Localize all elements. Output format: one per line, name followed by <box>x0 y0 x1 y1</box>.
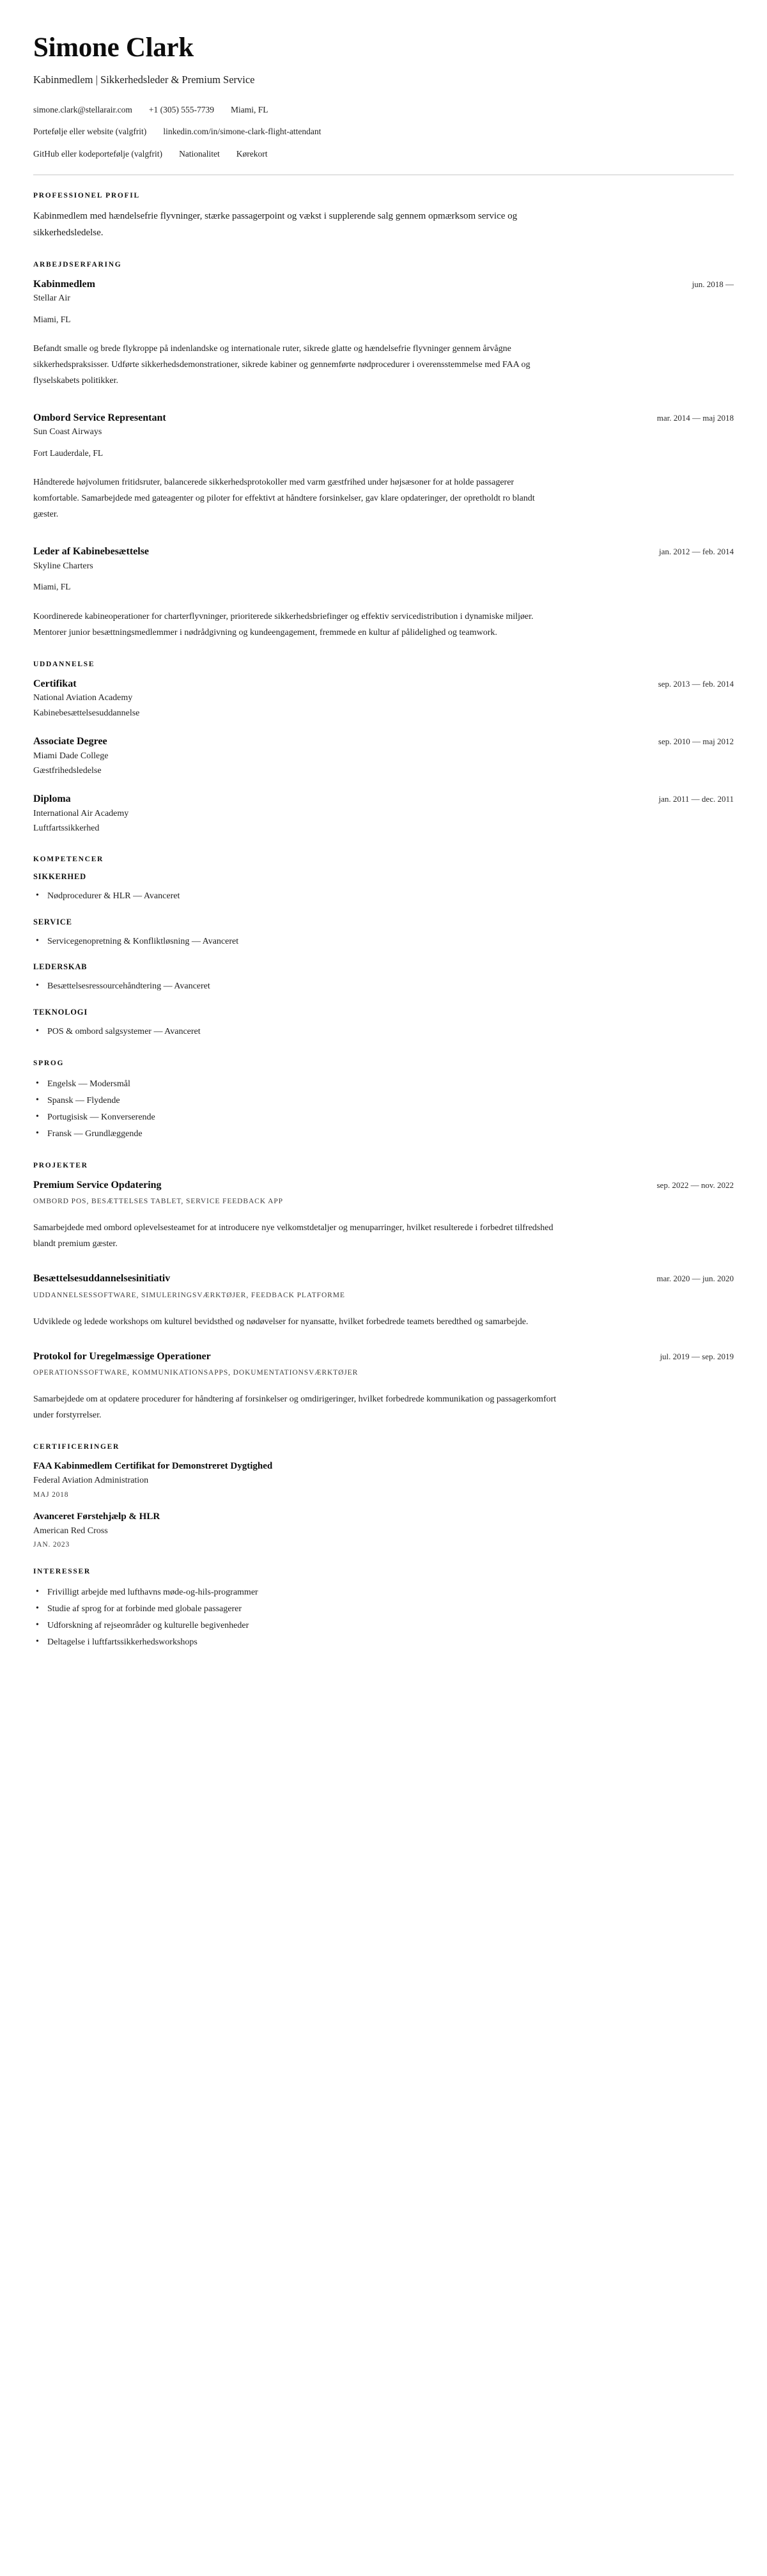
experience-date-range: jan. 2012 — feb. 2014 <box>659 547 734 557</box>
language-item: • Portugisisk — Konverserende <box>33 1109 734 1126</box>
education-date-range: sep. 2013 — feb. 2014 <box>658 678 734 689</box>
project-entry <box>33 1272 734 1331</box>
project-tech-list: UDDANNELSESSOFTWARE, SIMULERINGSVÆRKTØJER, FEEDBACK PLATFORME <box>33 1291 345 1299</box>
interest-item: • Deltagelse i luftfartssikkerhedsworkshops <box>33 1634 734 1651</box>
skill-item: • Besættelsesressourcehåndtering — Avanceret <box>33 978 734 995</box>
skill-list <box>33 888 734 905</box>
experience-date-range: mar. 2014 — maj 2018 <box>656 412 734 423</box>
experience-company: Skyline Charters <box>33 561 93 571</box>
education-entry <box>33 792 734 836</box>
skill-list <box>33 933 734 950</box>
section-title-interests: INTERESSER <box>33 1567 91 1575</box>
language-item: • Fransk — Grundlæggende <box>33 1126 734 1143</box>
section-skills <box>33 855 734 1041</box>
contact-email[interactable]: simone.clark@stellarair.com <box>33 105 132 115</box>
education-field: Luftfartssikkerhed <box>33 824 100 834</box>
education-degree: Certifikat <box>33 678 77 689</box>
language-item: • Spansk — Flydende <box>33 1093 734 1109</box>
education-degree: Associate Degree <box>33 735 107 747</box>
education-school: National Aviation Academy <box>33 693 133 703</box>
candidate-name: Simone Clark <box>33 33 194 63</box>
project-tech-list: OMBORD POS, BESÆTTELSES TABLET, SERVICE FEEDBACK APP <box>33 1198 283 1206</box>
certification-date: JAN. 2023 <box>33 1540 70 1549</box>
skill-item: • Nødprocedurer & HLR — Avanceret <box>33 888 734 905</box>
experience-company: Stellar Air <box>33 293 70 304</box>
experience-entry-head <box>33 277 734 292</box>
skill-list <box>33 1024 734 1040</box>
experience-job-title: Kabinmedlem <box>33 278 95 290</box>
education-field: Gæstfrihedsledelse <box>33 765 102 776</box>
project-date-range: jul. 2019 — sep. 2019 <box>660 1351 734 1361</box>
education-entry <box>33 735 734 778</box>
candidate-headline: Kabinmedlem | Sikkerhedsleder & Premium Service <box>33 74 255 86</box>
interest-list <box>33 1584 734 1651</box>
contact-drivers-license: Kørekort <box>236 148 268 159</box>
project-description: Samarbejdede om at opdatere procedurer for håndtering af forsinkelser og omdirigeringer, hvilket forbedrede kommunikation og passagerkomfort under forstyrrelser. <box>33 1394 557 1421</box>
section-title-skills: KOMPETENCER <box>33 855 104 863</box>
skill-group <box>33 917 734 950</box>
skill-group-title: TEKNOLOGI <box>33 1008 88 1017</box>
skill-group-title: SERVICE <box>33 917 72 926</box>
project-description: Udviklede og ledede workshops om kulturel bevidsthed og nødøvelser for nyansatte, hvilket forbedrede teamets beredthed og samarbejde. <box>33 1316 529 1327</box>
experience-entry <box>33 277 734 389</box>
education-entry-head <box>33 677 734 691</box>
contact-nationality: Nationalitet <box>179 148 220 159</box>
skill-group <box>33 962 734 995</box>
education-date-range: sep. 2010 — maj 2012 <box>658 736 734 746</box>
education-date-range: jan. 2011 — dec. 2011 <box>658 794 734 804</box>
education-degree: Diploma <box>33 793 71 805</box>
experience-description: Koordinerede kabineoperationer for charterflyvninger, prioriterede sikkerhedsbriefinger og effektiv servicedistribution i dynamiske miljøer. Mentorer junior besættningsmedlemmer i nødrådgivning og kundeengagement, fremmede en kultur af pålidelighed og teamwork. <box>33 611 534 637</box>
section-title-profile: PROFESSIONEL PROFIL <box>33 191 140 199</box>
project-entry-head <box>33 1178 734 1192</box>
contact-row-extra <box>33 148 734 160</box>
experience-entry-head <box>33 411 734 425</box>
project-entry <box>33 1350 734 1424</box>
project-name: Premium Service Opdatering <box>33 1179 162 1190</box>
experience-description: Befandt smalle og brede flykroppe på indenlandske og internationale ruter, sikrede glatte og hændelsefrie flyvninger gennem årvågne sikkerhedspraksisser. Udførte sikkerhedsdemonstrationer, sikrede kabiner og gennemførte nødprocedurer i overensstemmelse med FAA og flyselskabets politikker. <box>33 344 531 386</box>
experience-location: Miami, FL <box>33 582 71 592</box>
experience-company: Sun Coast Airways <box>33 427 102 437</box>
education-school: Miami Dade College <box>33 751 109 761</box>
project-description: Samarbejdede med ombord oplevelsesteamet for at introducere nye velkomstdetaljer og menuparringer, hvilket resulterede i forbedret tilfredshed blandt premium gæster. <box>33 1223 554 1249</box>
section-title-projects: PROJEKTER <box>33 1161 88 1169</box>
project-date-range: sep. 2022 — nov. 2022 <box>656 1180 734 1190</box>
contact-row-primary <box>33 104 734 116</box>
certification-issuer: American Red Cross <box>33 1526 108 1536</box>
section-title-experience: ARBEJDSERFARING <box>33 260 122 269</box>
project-name: Besættelsesuddannelsesinitiativ <box>33 1273 171 1284</box>
experience-entry <box>33 545 734 641</box>
section-profile <box>33 192 734 242</box>
experience-location: Miami, FL <box>33 314 71 324</box>
language-list <box>33 1076 734 1143</box>
project-entry <box>33 1178 734 1253</box>
contact-portfolio[interactable]: Portefølje eller website (valgfrit) <box>33 127 147 137</box>
section-interests <box>33 1568 734 1651</box>
experience-job-title: Ombord Service Representant <box>33 412 166 423</box>
section-title-certifications: CERTIFICERINGER <box>33 1443 120 1451</box>
section-title-education: UDDANNELSE <box>33 660 95 668</box>
section-projects <box>33 1162 734 1424</box>
education-field: Kabinebesættelsesuddannelse <box>33 708 140 718</box>
experience-description: Håndterede højvolumen fritidsruter, balancerede sikkerhedsprotokoller med varm gæstfrihed under højsæsoner for at holde passagerer komfortable. Samarbejdede med gateagenter og piloter for effektivt at håndtere forsinkelser, gav klare opdateringer, der opretholdt ro blandt gæster. <box>33 478 535 520</box>
skill-group-title: LEDERSKAB <box>33 962 88 972</box>
section-experience <box>33 261 734 641</box>
contact-phone[interactable]: +1 (305) 555-7739 <box>148 105 214 115</box>
project-entry-head <box>33 1272 734 1286</box>
certification-entry <box>33 1510 734 1549</box>
project-tech-list: OPERATIONSSOFTWARE, KOMMUNIKATIONSAPPS, DOKUMENTATIONSVÆRKTØJER <box>33 1369 359 1377</box>
education-entry <box>33 677 734 721</box>
education-entry-head <box>33 735 734 749</box>
profile-summary-text: Kabinmedlem med hændelsefrie flyvninger, stærke passagerpoint og vækst i supplerende salg gennem opmærksom service og sikkerhedsledelse. <box>33 210 518 238</box>
language-item: • Engelsk — Modersmål <box>33 1076 734 1093</box>
experience-entry-head <box>33 545 734 559</box>
project-entry-head <box>33 1350 734 1364</box>
resume-header <box>33 33 734 160</box>
interest-item: • Frivilligt arbejde med lufthavns møde-og-hils-programmer <box>33 1584 734 1601</box>
contact-linkedin[interactable]: linkedin.com/in/simone-clark-flight-attendant <box>163 127 322 137</box>
skill-group <box>33 1008 734 1040</box>
contact-row-web <box>33 125 734 138</box>
certification-name: FAA Kabinmedlem Certifikat for Demonstreret Dygtighed <box>33 1461 273 1472</box>
experience-date-range: jun. 2018 — <box>692 279 734 289</box>
skill-group <box>33 872 734 905</box>
skill-item: • Servicegenopretning & Konfliktløsning — Avanceret <box>33 933 734 950</box>
experience-job-title: Leder af Kabinebesættelse <box>33 546 150 558</box>
skill-item: • POS & ombord salgsystemer — Avanceret <box>33 1024 734 1040</box>
certification-date: MAJ 2018 <box>33 1490 69 1499</box>
skill-list <box>33 978 734 995</box>
experience-location: Fort Lauderdale, FL <box>33 448 104 458</box>
certification-entry <box>33 1460 734 1498</box>
section-title-languages: SPROG <box>33 1059 65 1068</box>
contact-github[interactable]: GitHub eller kodeportefølje (valgfrit) <box>33 148 163 159</box>
skill-group-title: SIKKERHED <box>33 871 86 881</box>
project-date-range: mar. 2020 — jun. 2020 <box>656 1274 734 1284</box>
interest-item: • Studie af sprog for at forbinde med globale passagerer <box>33 1601 734 1618</box>
education-school: International Air Academy <box>33 808 129 818</box>
section-languages <box>33 1059 734 1143</box>
section-certifications <box>33 1443 734 1549</box>
certification-name: Avanceret Førstehjælp & HLR <box>33 1511 160 1522</box>
education-entry-head <box>33 792 734 806</box>
interest-item: • Udforskning af rejseområder og kulturelle begivenheder <box>33 1618 734 1634</box>
certification-issuer: Federal Aviation Administration <box>33 1476 149 1486</box>
section-education <box>33 660 734 836</box>
project-name: Protokol for Uregelmæssige Operationer <box>33 1350 211 1362</box>
contact-location: Miami, FL <box>231 105 268 115</box>
experience-entry <box>33 411 734 523</box>
